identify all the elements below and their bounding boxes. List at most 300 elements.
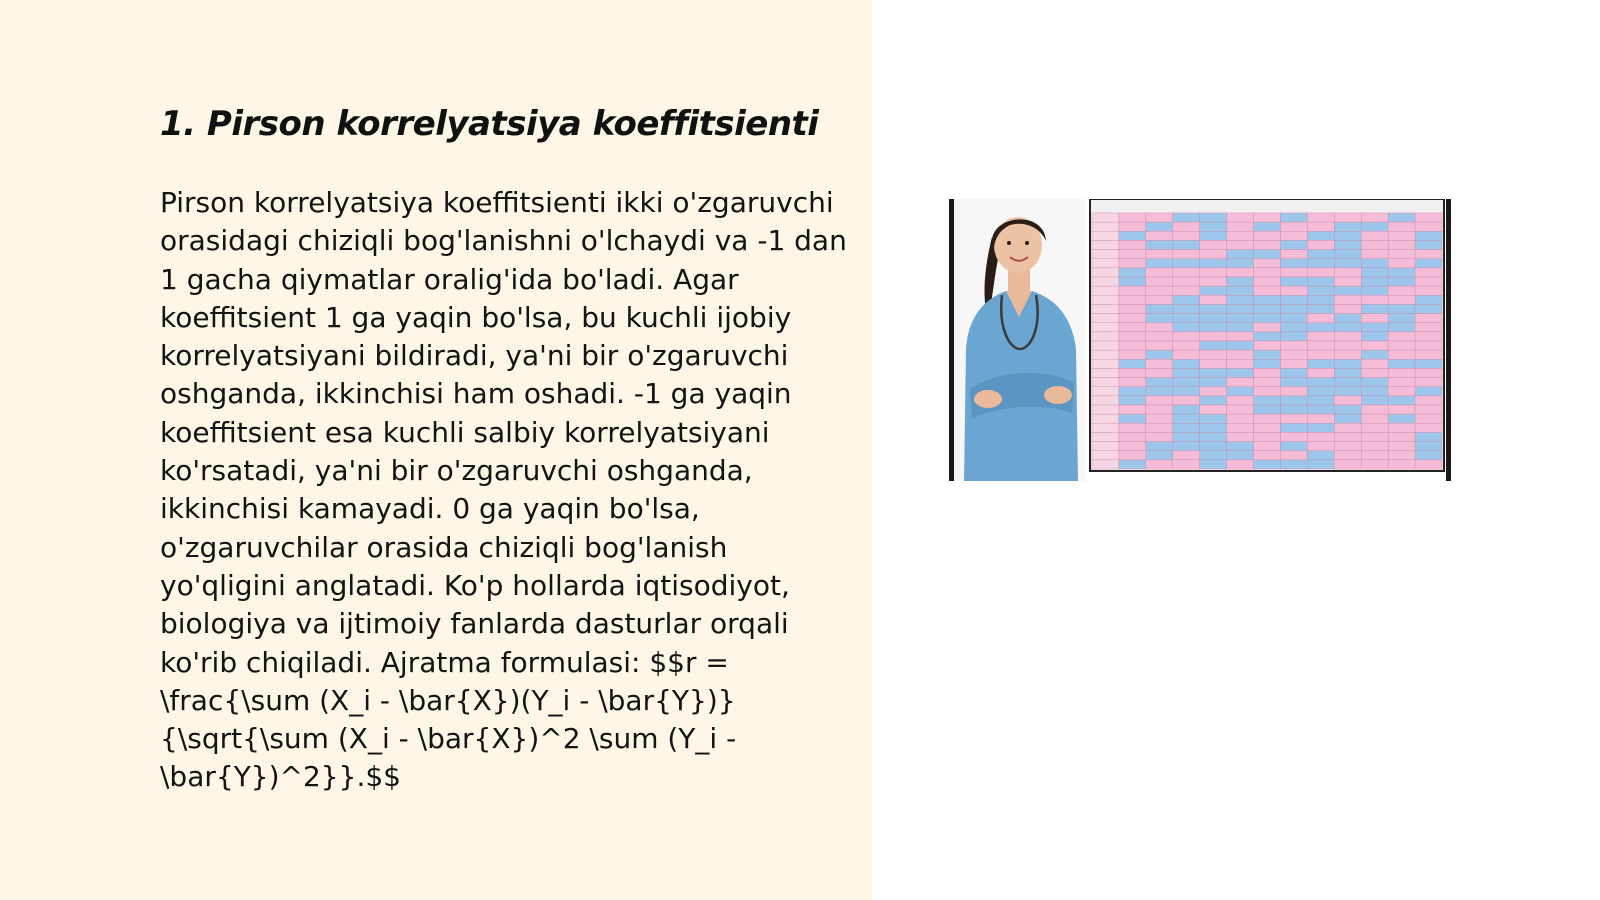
chart-cell bbox=[1307, 231, 1334, 240]
chart-cell bbox=[1280, 231, 1307, 240]
chart-cell bbox=[1307, 240, 1334, 249]
chart-cell bbox=[1173, 222, 1200, 231]
chart-cell bbox=[1361, 451, 1388, 460]
chart-cell bbox=[1200, 231, 1227, 240]
gender-prediction-chart bbox=[1090, 199, 1444, 471]
chart-cell bbox=[1227, 341, 1254, 350]
chart-cell bbox=[1334, 323, 1361, 332]
chart-cell bbox=[1361, 259, 1388, 268]
chart-cell bbox=[1361, 359, 1388, 368]
chart-cell bbox=[1334, 368, 1361, 377]
chart-cell bbox=[1388, 359, 1415, 368]
chart-cell bbox=[1092, 240, 1119, 249]
chart-cell bbox=[1280, 304, 1307, 313]
chart-cell bbox=[1361, 432, 1388, 441]
chart-cell bbox=[1227, 359, 1254, 368]
chart-cell bbox=[1254, 378, 1281, 387]
nurse-chart-image bbox=[949, 199, 1451, 481]
chart-cell bbox=[1227, 378, 1254, 387]
chart-cell bbox=[1415, 460, 1442, 469]
chart-cell bbox=[1119, 268, 1146, 277]
chart-cell bbox=[1146, 396, 1173, 405]
chart-cell bbox=[1415, 405, 1442, 414]
chart-cell bbox=[1092, 423, 1119, 432]
chart-cell bbox=[1173, 423, 1200, 432]
chart-cell bbox=[1119, 277, 1146, 286]
chart-cell bbox=[1200, 451, 1227, 460]
chart-cell bbox=[1415, 240, 1442, 249]
chart-cell bbox=[1280, 350, 1307, 359]
slide-body-text: Pirson korrelyatsiya koeffitsienti ikki o'zgaruvchi orasidagi chiziqli bog'lanishni o'lchaydi va -1 dan 1 gacha qiymatlar oralig'ida bo'ladi. Agar koeffitsient 1 ga yaqin bo'lsa, bu kuchli ijobiy korrelyatsiyani bildiradi, ya'ni bir o'zgaruvchi oshganda, ikkinchisi ham oshadi. -1 ga yaqin koeffitsient esa kuchli salbiy korrelyatsiyani ko'rsatadi, ya'ni bir o'zgaruvchi oshganda, ikkinchisi kamayadi. 0 ga yaqin bo'lsa, o'zgaruvchilar orasida chiziqli bog'lanish yo'qligini anglatadi. Ko'p hollarda iqtisodiyot, biologiya va ijtimoiy fanlarda dasturlar orqali ko'rib chiqiladi. Ajratma formulasi: $$r = \frac{\sum (X_i - \bar{X})(Y_i - \bar{Y})}{\sqrt{\sum (X_i - \bar{X})^2 \sum (Y_i - \bar{Y})^2}}.$$ bbox=[160, 186, 847, 794]
chart-cell bbox=[1119, 350, 1146, 359]
chart-cell bbox=[1415, 414, 1442, 423]
chart-cell bbox=[1334, 460, 1361, 469]
chart-cell bbox=[1092, 323, 1119, 332]
chart-cell bbox=[1146, 277, 1173, 286]
chart-cell bbox=[1119, 286, 1146, 295]
chart-cell bbox=[1146, 240, 1173, 249]
chart-cell bbox=[1119, 323, 1146, 332]
chart-cell bbox=[1146, 314, 1173, 323]
chart-cell bbox=[1415, 213, 1442, 222]
chart-cell bbox=[1280, 442, 1307, 451]
chart-cell bbox=[1388, 250, 1415, 259]
chart-cell bbox=[1227, 222, 1254, 231]
chart-cell bbox=[1227, 250, 1254, 259]
chart-cell bbox=[1388, 423, 1415, 432]
chart-cell bbox=[1280, 341, 1307, 350]
chart-cell bbox=[1173, 304, 1200, 313]
chart-cell bbox=[1200, 423, 1227, 432]
chart-cell bbox=[1119, 359, 1146, 368]
chart-cell bbox=[1388, 213, 1415, 222]
chart-cell bbox=[1227, 368, 1254, 377]
chart-cell bbox=[1388, 341, 1415, 350]
chart-cell bbox=[1200, 304, 1227, 313]
chart-cell bbox=[1334, 240, 1361, 249]
chart-cell bbox=[1254, 231, 1281, 240]
chart-cell bbox=[1254, 323, 1281, 332]
chart-cell bbox=[1280, 396, 1307, 405]
chart-cell bbox=[1415, 314, 1442, 323]
chart-cell bbox=[1146, 286, 1173, 295]
chart-cell bbox=[1307, 423, 1334, 432]
chart-cell bbox=[1415, 350, 1442, 359]
chart-cell bbox=[1119, 341, 1146, 350]
chart-cell bbox=[1227, 295, 1254, 304]
chart-cell bbox=[1334, 405, 1361, 414]
chart-cell bbox=[1307, 268, 1334, 277]
chart-cell bbox=[1092, 231, 1119, 240]
chart-cell bbox=[1173, 332, 1200, 341]
chart-cell bbox=[1146, 222, 1173, 231]
chart-cell bbox=[1119, 250, 1146, 259]
chart-cell bbox=[1361, 341, 1388, 350]
chart-cell bbox=[1280, 368, 1307, 377]
chart-cell bbox=[1361, 268, 1388, 277]
chart-cell bbox=[1092, 259, 1119, 268]
chart-cell bbox=[1092, 368, 1119, 377]
chart-cell bbox=[1200, 259, 1227, 268]
chart-cell bbox=[1334, 423, 1361, 432]
chart-cell bbox=[1254, 341, 1281, 350]
chart-cell bbox=[1173, 432, 1200, 441]
chart-cell bbox=[1200, 359, 1227, 368]
chart-cell bbox=[1227, 213, 1254, 222]
chart-cell bbox=[1388, 286, 1415, 295]
chart-cell bbox=[1227, 323, 1254, 332]
chart-cell bbox=[1092, 341, 1119, 350]
chart-cell bbox=[1388, 323, 1415, 332]
chart-cell bbox=[1146, 350, 1173, 359]
chart-cell bbox=[1334, 231, 1361, 240]
chart-cell bbox=[1227, 387, 1254, 396]
chart-cell bbox=[1415, 332, 1442, 341]
chart-cell bbox=[1200, 368, 1227, 377]
chart-cell bbox=[1388, 451, 1415, 460]
chart-cell bbox=[1307, 396, 1334, 405]
chart-cell bbox=[1361, 323, 1388, 332]
chart-cell bbox=[1388, 268, 1415, 277]
chart-cell bbox=[1092, 405, 1119, 414]
chart-cell bbox=[1280, 240, 1307, 249]
chart-cell bbox=[1200, 268, 1227, 277]
chart-cell bbox=[1307, 359, 1334, 368]
chart-cell bbox=[1254, 268, 1281, 277]
chart-cell bbox=[1388, 231, 1415, 240]
chart-cell bbox=[1119, 314, 1146, 323]
chart-cell bbox=[1334, 259, 1361, 268]
chart-cell bbox=[1415, 359, 1442, 368]
chart-cell bbox=[1334, 451, 1361, 460]
chart-cell bbox=[1254, 213, 1281, 222]
chart-cell bbox=[1092, 268, 1119, 277]
chart-cell bbox=[1254, 368, 1281, 377]
chart-cell bbox=[1227, 396, 1254, 405]
chart-cell bbox=[1307, 213, 1334, 222]
chart-cell bbox=[1119, 442, 1146, 451]
chart-cell bbox=[1334, 286, 1361, 295]
chart-cell bbox=[1361, 277, 1388, 286]
chart-cell bbox=[1119, 423, 1146, 432]
chart-cell bbox=[1307, 387, 1334, 396]
chart-cell bbox=[1227, 286, 1254, 295]
chart-cell bbox=[1227, 451, 1254, 460]
chart-cell bbox=[1119, 231, 1146, 240]
chart-cell bbox=[1173, 359, 1200, 368]
chart-cell bbox=[1280, 277, 1307, 286]
slide-title: 1. Pirson korrelyatsiya koeffitsienti bbox=[160, 104, 819, 144]
chart-cell bbox=[1307, 414, 1334, 423]
chart-cell bbox=[1146, 295, 1173, 304]
chart-cell bbox=[1307, 277, 1334, 286]
chart-cell bbox=[1227, 460, 1254, 469]
chart-cell bbox=[1227, 304, 1254, 313]
chart-cell bbox=[1092, 378, 1119, 387]
chart-cell bbox=[1227, 231, 1254, 240]
chart-cell bbox=[1415, 231, 1442, 240]
chart-cell bbox=[1173, 250, 1200, 259]
chart-cell bbox=[1415, 259, 1442, 268]
chart-cell bbox=[1307, 432, 1334, 441]
chart-cell bbox=[1254, 304, 1281, 313]
chart-cell bbox=[1334, 414, 1361, 423]
chart-cell bbox=[1092, 359, 1119, 368]
chart-cell bbox=[1388, 405, 1415, 414]
chart-cell bbox=[1280, 414, 1307, 423]
chart-cell bbox=[1307, 350, 1334, 359]
chart-cell bbox=[1388, 414, 1415, 423]
chart-cell bbox=[1388, 460, 1415, 469]
chart-cell bbox=[1200, 432, 1227, 441]
chart-cell bbox=[1254, 442, 1281, 451]
chart-cell bbox=[1092, 432, 1119, 441]
chart-cell bbox=[1146, 423, 1173, 432]
chart-cell bbox=[1334, 396, 1361, 405]
chart-cell bbox=[1227, 350, 1254, 359]
chart-cell bbox=[1254, 314, 1281, 323]
chart-cell bbox=[1227, 423, 1254, 432]
chart-cell bbox=[1361, 286, 1388, 295]
chart-cell bbox=[1334, 341, 1361, 350]
chart-cell bbox=[1415, 304, 1442, 313]
chart-cell bbox=[1415, 286, 1442, 295]
chart-cell bbox=[1361, 350, 1388, 359]
chart-cell bbox=[1415, 368, 1442, 377]
chart-cell bbox=[1200, 341, 1227, 350]
chart-cell bbox=[1119, 259, 1146, 268]
chart-cell bbox=[1361, 213, 1388, 222]
chart-cell bbox=[1146, 268, 1173, 277]
chart-cell bbox=[1280, 314, 1307, 323]
chart-cell bbox=[1227, 405, 1254, 414]
chart-cell bbox=[1119, 396, 1146, 405]
chart-cell bbox=[1173, 268, 1200, 277]
chart-cell bbox=[1146, 442, 1173, 451]
chart-cell bbox=[1307, 341, 1334, 350]
chart-cell bbox=[1388, 387, 1415, 396]
chart-cell bbox=[1280, 286, 1307, 295]
chart-cell bbox=[1200, 240, 1227, 249]
chart-cell bbox=[1307, 286, 1334, 295]
chart-cell bbox=[1388, 295, 1415, 304]
chart-cell bbox=[1415, 268, 1442, 277]
chart-cell bbox=[1146, 378, 1173, 387]
chart-cell bbox=[1200, 250, 1227, 259]
chart-cell bbox=[1280, 378, 1307, 387]
chart-cell bbox=[1200, 286, 1227, 295]
chart-cell bbox=[1280, 432, 1307, 441]
chart-cell bbox=[1146, 414, 1173, 423]
chart-cell bbox=[1388, 314, 1415, 323]
chart-cell bbox=[1254, 423, 1281, 432]
chart-cell bbox=[1173, 341, 1200, 350]
chart-cell bbox=[1200, 323, 1227, 332]
chart-cell bbox=[1173, 314, 1200, 323]
chart-cell bbox=[1227, 268, 1254, 277]
chart-cell bbox=[1415, 277, 1442, 286]
chart-cell bbox=[1146, 451, 1173, 460]
chart-cell bbox=[1146, 259, 1173, 268]
chart-cell bbox=[1388, 432, 1415, 441]
chart-cell bbox=[1146, 304, 1173, 313]
chart-cell bbox=[1307, 378, 1334, 387]
chart-cell bbox=[1254, 295, 1281, 304]
chart-cell bbox=[1200, 314, 1227, 323]
chart-cell bbox=[1334, 314, 1361, 323]
chart-cell bbox=[1173, 213, 1200, 222]
chart-cell bbox=[1227, 432, 1254, 441]
chart-cell bbox=[1200, 277, 1227, 286]
chart-cell bbox=[1388, 350, 1415, 359]
chart-cell bbox=[1334, 332, 1361, 341]
chart-cell bbox=[1307, 460, 1334, 469]
chart-cell bbox=[1307, 442, 1334, 451]
chart-cell bbox=[1361, 231, 1388, 240]
chart-cell bbox=[1307, 295, 1334, 304]
chart-cell bbox=[1415, 396, 1442, 405]
chart-cell bbox=[1280, 460, 1307, 469]
chart-cell bbox=[1173, 231, 1200, 240]
chart-cell bbox=[1280, 250, 1307, 259]
chart-cell bbox=[1254, 451, 1281, 460]
chart-cell bbox=[1361, 423, 1388, 432]
chart-cell bbox=[1119, 295, 1146, 304]
chart-cell bbox=[1254, 259, 1281, 268]
chart-cell bbox=[1388, 368, 1415, 377]
chart-cell bbox=[1146, 359, 1173, 368]
chart-cell bbox=[1092, 332, 1119, 341]
chart-cell bbox=[1173, 286, 1200, 295]
chart-cell bbox=[1092, 286, 1119, 295]
chart-cell bbox=[1119, 222, 1146, 231]
chart-cell bbox=[1415, 451, 1442, 460]
chart-cell bbox=[1334, 350, 1361, 359]
chart-cell bbox=[1146, 460, 1173, 469]
chart-cell bbox=[1173, 405, 1200, 414]
chart-cell bbox=[1307, 259, 1334, 268]
chart-cell bbox=[1334, 387, 1361, 396]
chart-cell bbox=[1334, 213, 1361, 222]
chart-cell bbox=[1334, 250, 1361, 259]
chart-cell bbox=[1361, 414, 1388, 423]
chart-cell bbox=[1280, 359, 1307, 368]
chart-cell bbox=[1280, 423, 1307, 432]
chart-cell bbox=[1254, 350, 1281, 359]
chart-cell bbox=[1361, 387, 1388, 396]
chart-cell bbox=[1173, 259, 1200, 268]
chart-cell bbox=[1092, 460, 1119, 469]
chart-cell bbox=[1092, 314, 1119, 323]
chart-cell bbox=[1173, 277, 1200, 286]
chart-cell bbox=[1361, 314, 1388, 323]
chart-cell bbox=[1415, 442, 1442, 451]
chart-cell bbox=[1307, 332, 1334, 341]
chart-cell bbox=[1415, 432, 1442, 441]
chart-cell bbox=[1200, 387, 1227, 396]
chart-cell bbox=[1254, 460, 1281, 469]
chart-cell bbox=[1146, 432, 1173, 441]
chart-cell bbox=[1173, 295, 1200, 304]
chart-cell bbox=[1361, 332, 1388, 341]
chart-cell bbox=[1146, 387, 1173, 396]
chart-cell bbox=[1092, 277, 1119, 286]
chart-cell bbox=[1227, 277, 1254, 286]
chart-cell bbox=[1173, 414, 1200, 423]
chart-cell bbox=[1361, 396, 1388, 405]
chart-cell bbox=[1173, 368, 1200, 377]
chart-cell bbox=[1227, 332, 1254, 341]
chart-cell bbox=[1361, 368, 1388, 377]
chart-cell bbox=[1146, 213, 1173, 222]
chart-cell bbox=[1334, 304, 1361, 313]
chart-cell bbox=[1307, 368, 1334, 377]
chart-cell bbox=[1119, 304, 1146, 313]
chart-cell bbox=[1361, 405, 1388, 414]
chart-cell bbox=[1092, 442, 1119, 451]
chart-cell bbox=[1092, 213, 1119, 222]
chart-cell bbox=[1173, 350, 1200, 359]
chart-cell bbox=[1361, 222, 1388, 231]
chart-cell bbox=[1307, 451, 1334, 460]
chart-cell bbox=[1200, 442, 1227, 451]
chart-cell bbox=[1092, 387, 1119, 396]
chart-cell bbox=[1334, 378, 1361, 387]
chart-cell bbox=[1200, 295, 1227, 304]
chart-cell bbox=[1119, 378, 1146, 387]
chart-cell bbox=[1200, 414, 1227, 423]
chart-cell bbox=[1361, 460, 1388, 469]
chart-cell bbox=[1092, 414, 1119, 423]
chart-cell bbox=[1146, 332, 1173, 341]
chart-cell bbox=[1146, 250, 1173, 259]
chart-cell bbox=[1200, 332, 1227, 341]
chart-cell bbox=[1200, 396, 1227, 405]
chart-cell bbox=[1254, 222, 1281, 231]
chart-cell bbox=[1415, 387, 1442, 396]
chart-cell bbox=[1361, 442, 1388, 451]
chart-cell bbox=[1173, 451, 1200, 460]
chart-cell bbox=[1334, 268, 1361, 277]
chart-cell bbox=[1092, 350, 1119, 359]
chart-cell bbox=[1173, 323, 1200, 332]
chart-cell bbox=[1388, 222, 1415, 231]
chart-cell bbox=[1280, 259, 1307, 268]
chart-cell bbox=[1092, 222, 1119, 231]
chart-cell bbox=[1254, 405, 1281, 414]
chart-cell bbox=[1388, 277, 1415, 286]
chart-cell bbox=[1280, 323, 1307, 332]
chart-cell bbox=[1092, 451, 1119, 460]
chart-cell bbox=[1119, 213, 1146, 222]
chart-cell bbox=[1227, 259, 1254, 268]
chart-cell bbox=[1334, 222, 1361, 231]
chart-cell bbox=[1173, 387, 1200, 396]
chart-cell bbox=[1119, 332, 1146, 341]
chart-cell bbox=[1119, 240, 1146, 249]
chart-cell bbox=[1388, 240, 1415, 249]
chart-cell bbox=[1227, 314, 1254, 323]
chart-cell bbox=[1173, 460, 1200, 469]
chart-cell bbox=[1200, 460, 1227, 469]
chart-cell bbox=[1200, 350, 1227, 359]
chart-cell bbox=[1415, 323, 1442, 332]
chart-cell bbox=[1173, 396, 1200, 405]
chart-cell bbox=[1092, 396, 1119, 405]
chart-cell bbox=[1119, 405, 1146, 414]
chart-cell bbox=[1092, 295, 1119, 304]
chart-cell bbox=[1146, 368, 1173, 377]
